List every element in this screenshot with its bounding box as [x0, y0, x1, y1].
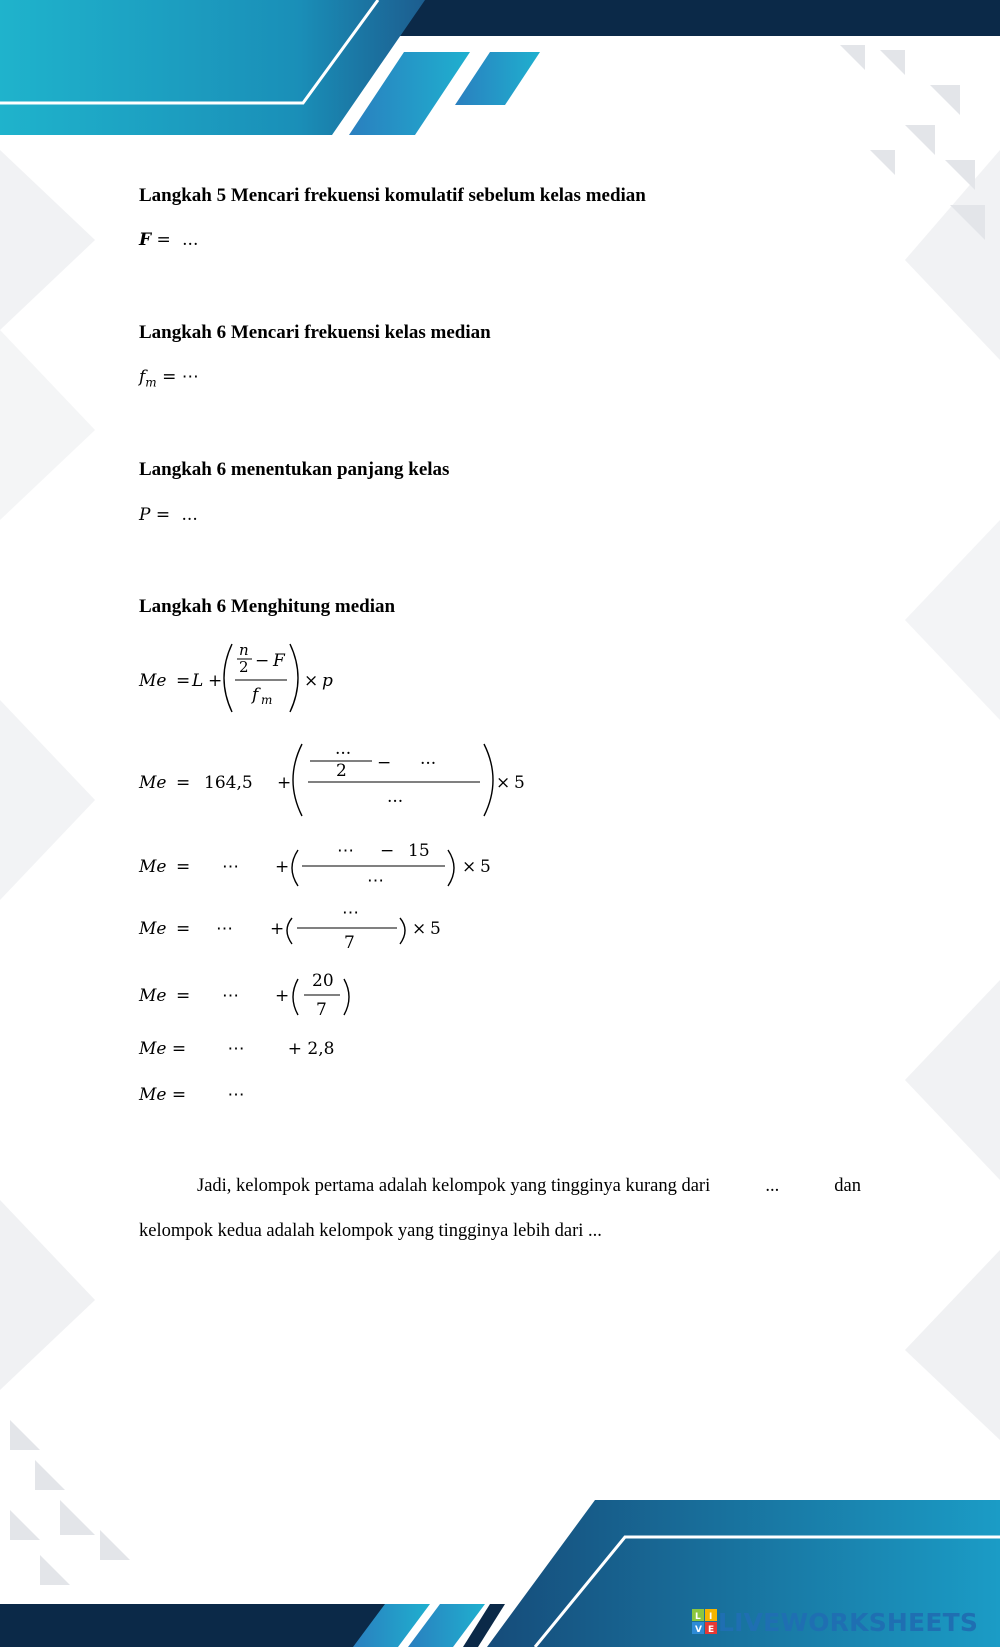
class-length-value: 5 [514, 773, 525, 793]
step6-frequency-heading: Langkah 6 Mencari frekuensi kelas median [139, 322, 491, 343]
median-step-5 [139, 1039, 334, 1059]
median-formula [132, 636, 362, 720]
left-paren [224, 644, 232, 712]
var-P: P [139, 505, 151, 525]
equals-sign: = [171, 1085, 187, 1105]
step6-class-length-equation [139, 505, 198, 525]
me-label: Me [139, 1085, 167, 1105]
equals-sign: = [155, 505, 171, 525]
svg-text:I: I [709, 1612, 713, 1622]
equals-sign: = [176, 671, 191, 691]
var-n: n [239, 641, 249, 659]
median-step-6 [139, 1085, 251, 1105]
left-paren [293, 744, 302, 816]
two-denominator: 2 [336, 761, 347, 781]
step5-equation [139, 230, 198, 250]
me-label: Me [139, 919, 167, 939]
denominator-value: 7 [344, 933, 355, 953]
me-label: Me [139, 986, 167, 1006]
conclusion-text: Jadi, kelompok pertama adalah kelompok yang tingginya kurang dari [197, 1176, 711, 1196]
step6-frequency-equation [139, 367, 199, 389]
class-length-value: 5 [480, 857, 491, 877]
answer-blank-fm[interactable]: ... [387, 787, 404, 807]
answer-blank-F[interactable]: ... [182, 230, 199, 250]
liveworksheets-logo [692, 1605, 978, 1639]
answer-blank-L[interactable]: ⋯ [222, 986, 239, 1006]
var-f: f [252, 685, 259, 705]
svg-text:L: L [695, 1612, 701, 1622]
svg-text:V: V [695, 1625, 702, 1635]
answer-blank-P[interactable]: ... [181, 505, 198, 525]
subscript-m: m [145, 375, 157, 390]
answer-blank-median[interactable]: ⋯ [227, 1085, 245, 1105]
conclusion-line-1 [139, 1176, 861, 1197]
denominator-value: 7 [316, 1000, 327, 1020]
var-f: f [139, 367, 146, 387]
plus-sign: + [275, 857, 290, 877]
median-step-1 [132, 738, 532, 822]
equals-sign: = [176, 986, 191, 1006]
answer-blank-first-group[interactable]: ... [765, 1176, 780, 1196]
cumulative-frequency-value: 15 [408, 841, 430, 861]
minus-sign: − [377, 753, 392, 773]
minus-sign: − [255, 651, 270, 671]
me-label: Me [139, 773, 167, 793]
left-paren [293, 979, 298, 1015]
answer-blank-fm[interactable]: ⋯ [181, 367, 199, 387]
liveworksheets-logo-mark [692, 1609, 718, 1635]
conclusion-line-2: kelompok kedua adalah kelompok yang tingginya lebih dari ... [139, 1221, 602, 1241]
answer-blank-F[interactable]: ... [420, 749, 437, 769]
step6-class-length-heading: Langkah 6 menentukan panjang kelas [139, 459, 450, 480]
times-sign: × [496, 773, 511, 793]
right-paren [344, 979, 349, 1015]
left-paren [287, 918, 292, 944]
median-step-2 [132, 836, 492, 898]
equals-sign: = [176, 919, 191, 939]
answer-blank-fm[interactable]: ⋯ [367, 871, 384, 891]
minus-sign: − [380, 841, 395, 861]
answer-blank-half-n[interactable]: ⋯ [337, 841, 354, 861]
answer-blank-L[interactable]: ⋯ [227, 1039, 245, 1059]
me-label: Me [139, 857, 167, 877]
plus-sign: + [275, 986, 290, 1006]
answer-blank-n[interactable]: ... [335, 739, 352, 759]
numerator-value: 20 [312, 971, 334, 991]
equals-sign: = [162, 367, 177, 387]
plus-sign: + [287, 1039, 302, 1059]
times-sign: × [304, 671, 319, 691]
step5-heading: Langkah 5 Mencari frekuensi komulatif sebelum kelas median [139, 185, 646, 206]
plus-sign: + [208, 671, 223, 691]
right-paren [448, 850, 454, 886]
var-p: p [322, 671, 333, 691]
answer-blank-L[interactable]: ⋯ [216, 919, 233, 939]
me-label: Me [139, 671, 167, 691]
var-L: L [192, 671, 204, 691]
times-sign: × [462, 857, 477, 877]
right-paren [400, 918, 405, 944]
answer-blank-numerator[interactable]: ⋯ [342, 903, 359, 923]
var-F: F [273, 651, 285, 671]
plus-sign: + [277, 773, 292, 793]
subscript-m: m [261, 693, 273, 707]
right-paren [484, 744, 493, 816]
var-F: F [139, 230, 152, 250]
plus-sign: + [270, 919, 285, 939]
conclusion-connector: dan [834, 1176, 861, 1196]
left-paren [292, 850, 298, 886]
lower-boundary-value: 164,5 [204, 773, 253, 793]
liveworksheets-logo-text: LIVEWORKSHEETS [718, 1607, 979, 1637]
right-paren [290, 644, 298, 712]
median-step-4 [132, 965, 392, 1027]
two-denominator: 2 [239, 658, 249, 676]
svg-text:E: E [708, 1625, 715, 1635]
step6-median-heading: Langkah 6 Menghitung median [139, 596, 396, 617]
equals-sign: = [176, 857, 191, 877]
answer-blank-L[interactable]: ⋯ [222, 857, 239, 877]
times-sign: × [412, 919, 427, 939]
equals-sign: = [176, 773, 191, 793]
class-length-value: 5 [430, 919, 441, 939]
median-step-3 [132, 898, 452, 960]
equals-sign: = [156, 230, 171, 250]
equals-sign: = [171, 1039, 187, 1059]
me-label: Me [139, 1039, 167, 1059]
added-value: 2,8 [307, 1039, 335, 1059]
